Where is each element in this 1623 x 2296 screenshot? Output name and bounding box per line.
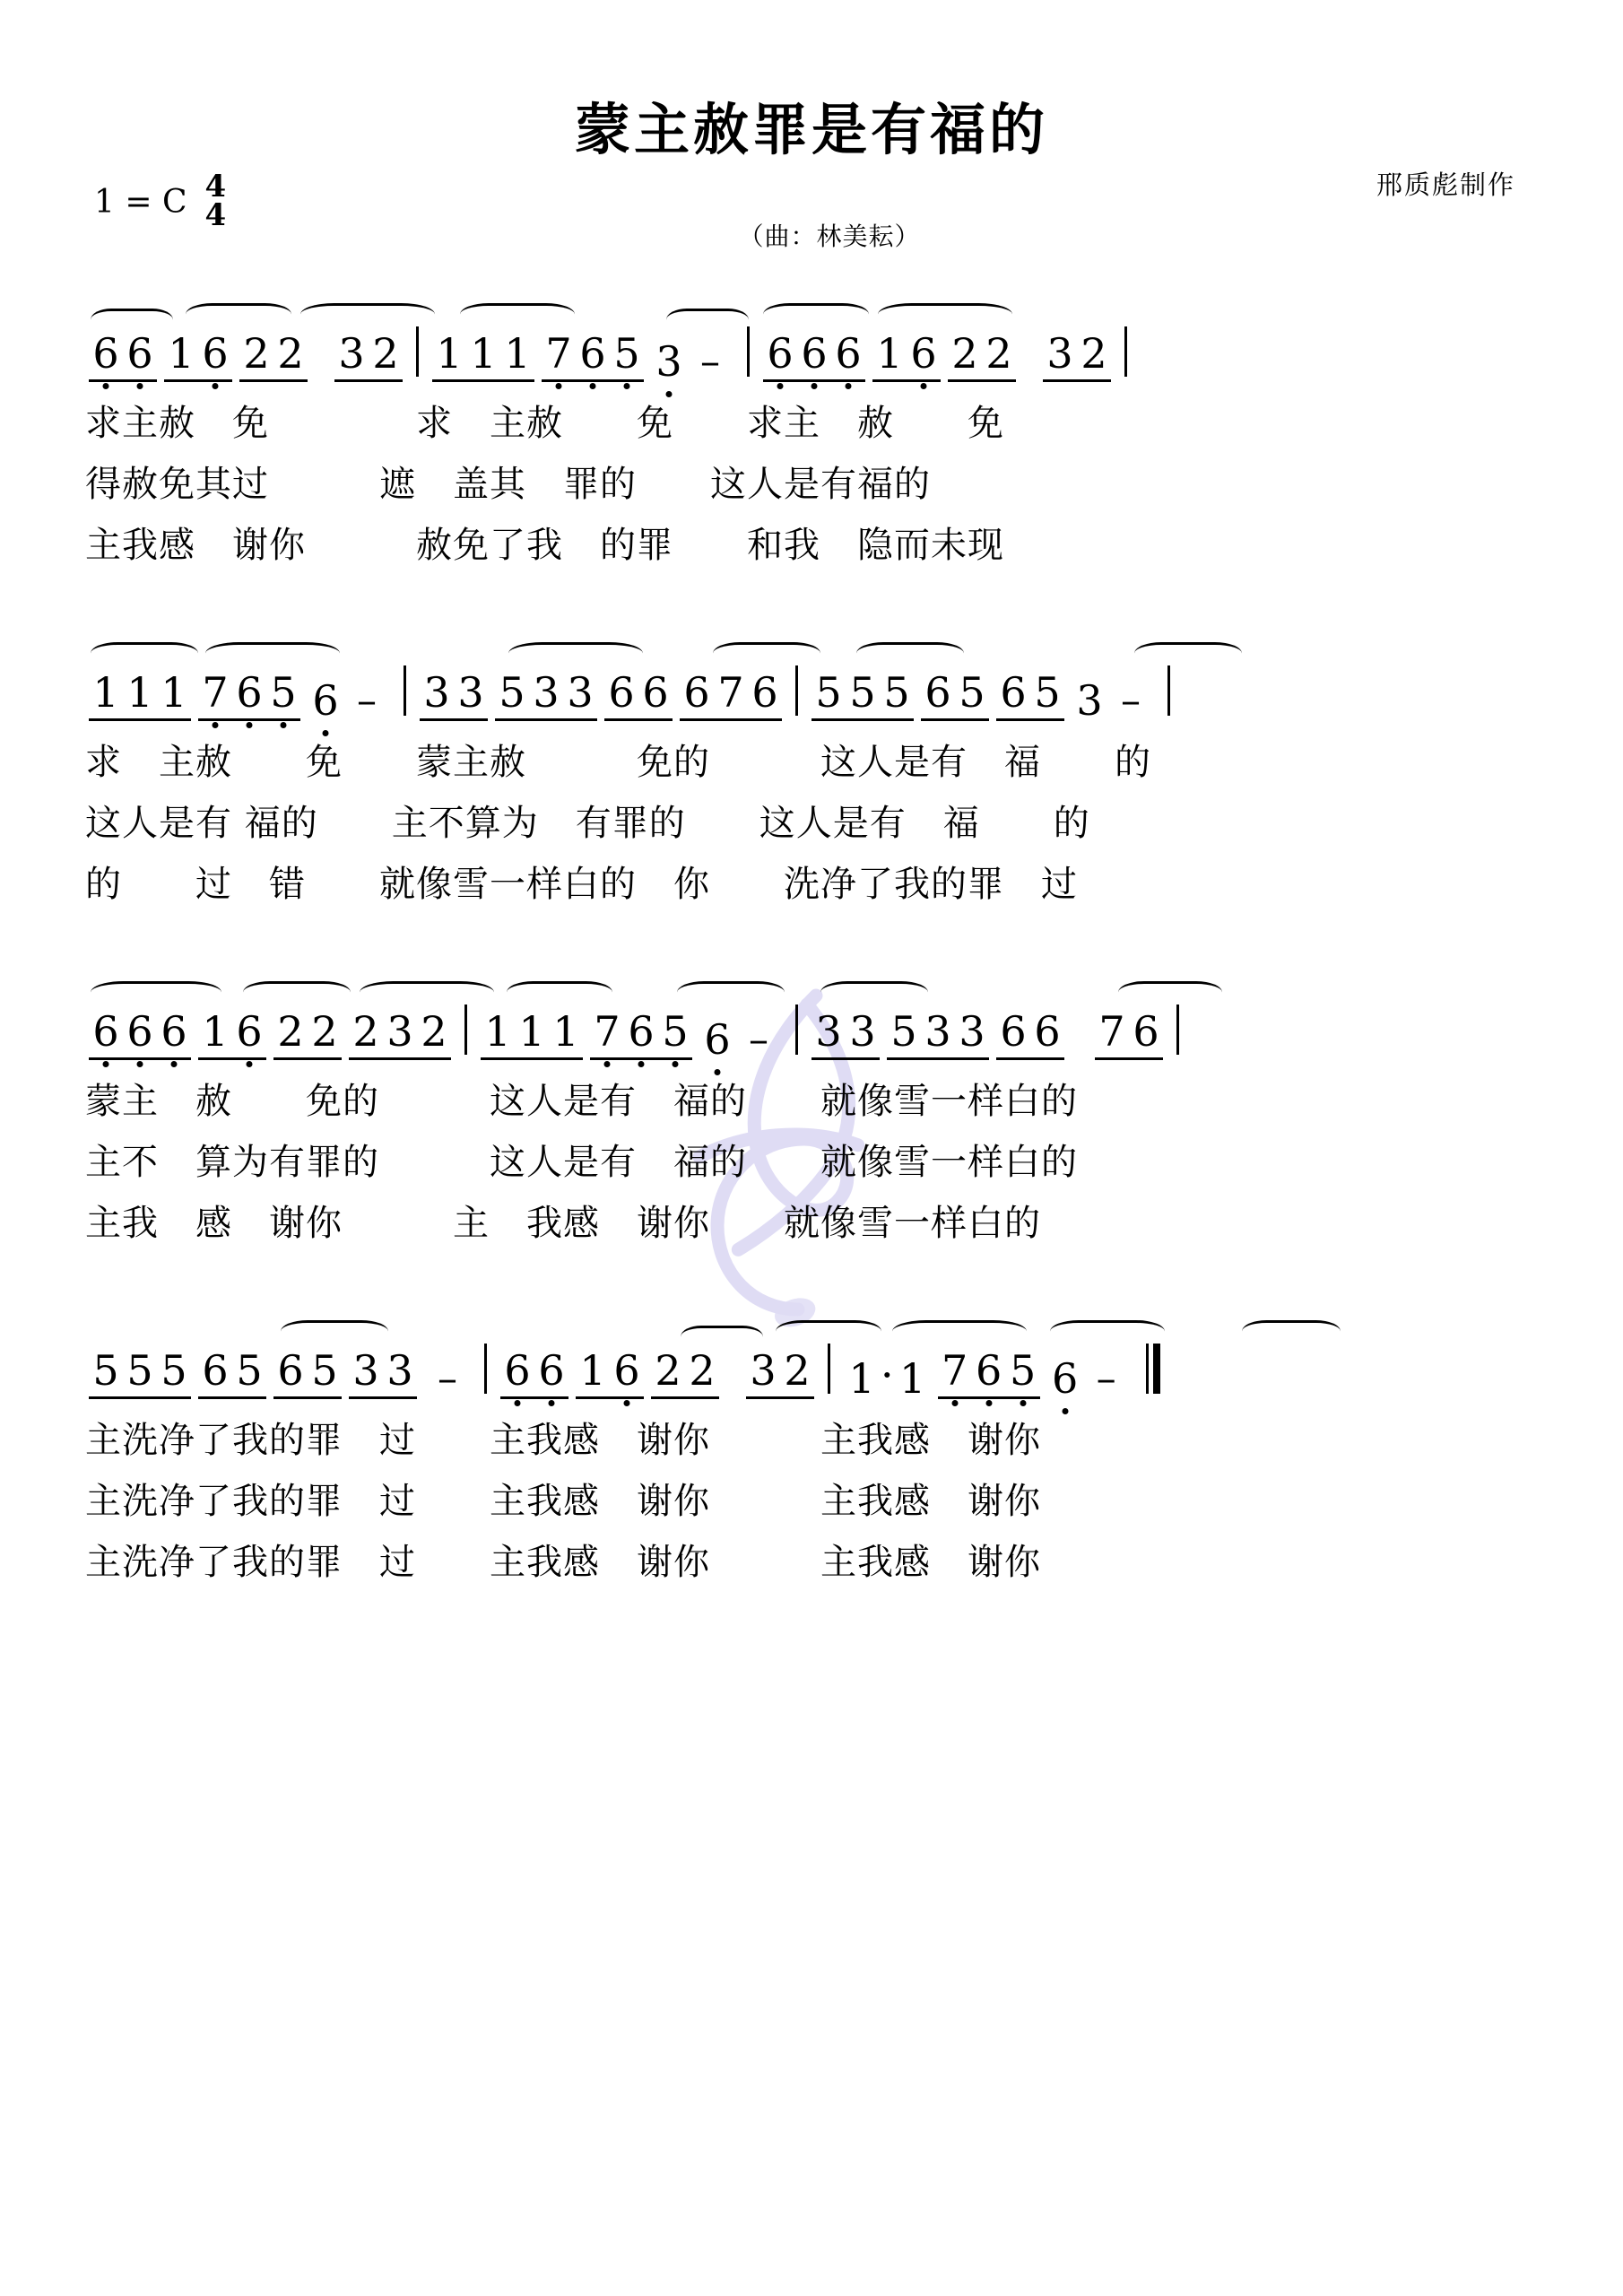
- note-beam: [996, 668, 1064, 721]
- note: 1: [876, 329, 903, 378]
- note-beam: [887, 1007, 989, 1060]
- note-beam: [872, 329, 941, 382]
- lyric-line: 主不 算为有罪的 这人是有 福的 就像雪一样白的: [85, 1141, 1078, 1183]
- note: 2: [311, 1007, 338, 1056]
- slur: [281, 1320, 388, 1343]
- note-beam: [604, 668, 673, 721]
- note: 1: [470, 329, 497, 378]
- lyric-line: 的 过 错 就像雪一样白的 你 洗净了我的罪 过: [85, 863, 1078, 905]
- note: 6: [1133, 1007, 1159, 1056]
- barline: [1167, 665, 1170, 716]
- system-gap: [0, 572, 1623, 639]
- slur: [300, 303, 435, 326]
- measure: [808, 668, 1158, 725]
- lyric-line: 主我感 谢你 赦免了我 的罪 和我 隐而未现: [85, 524, 1004, 566]
- note: 6: [202, 1346, 229, 1395]
- note: 3: [959, 1007, 985, 1056]
- time-sig-top: 4: [204, 169, 227, 204]
- augmentation-dot: ·: [881, 1351, 894, 1399]
- note: 1: [202, 1007, 229, 1056]
- note: 6: [277, 1346, 304, 1395]
- slur: [892, 1320, 1027, 1343]
- slur: [91, 981, 221, 1004]
- lyric-line: 主洗净了我的罪 过 主我感 谢你 主我感 谢你: [85, 1541, 1041, 1583]
- lyric-line: 主洗净了我的罪 过 主我感 谢你 主我感 谢你: [85, 1419, 1041, 1461]
- note: 7: [591, 1011, 623, 1052]
- note: 5: [849, 668, 876, 717]
- note-beam: [349, 1346, 417, 1399]
- note: 2: [243, 329, 270, 378]
- note: 6: [90, 1011, 122, 1052]
- note: 3: [1076, 676, 1103, 725]
- lyric-line: 这人是有 福的 主不算为 有罪的 这人是有 福 的: [85, 802, 1090, 844]
- system-2: [0, 639, 1623, 911]
- note: 3: [567, 668, 594, 717]
- note-beam: [198, 668, 300, 721]
- barline: [828, 1344, 830, 1394]
- note: 6: [309, 680, 342, 721]
- note-beam: [763, 329, 865, 382]
- note: 5: [1034, 668, 1061, 717]
- note: 6: [1000, 668, 1027, 717]
- note: 1: [161, 668, 187, 717]
- slur: [677, 981, 785, 1004]
- note-beam: [812, 1007, 880, 1060]
- measure: [85, 329, 406, 382]
- note: 3: [849, 1007, 876, 1056]
- note-beam: [1043, 329, 1111, 382]
- note-beam: [500, 1346, 568, 1399]
- note-beam: [481, 1007, 583, 1060]
- note: 2: [352, 1007, 379, 1056]
- notation-line-2: [85, 639, 1538, 725]
- note: 2: [951, 329, 978, 378]
- note: 6: [798, 333, 830, 374]
- note-beam: [164, 329, 232, 382]
- note-beam: [938, 1346, 1040, 1399]
- barline: [404, 665, 406, 716]
- note: 2: [655, 1346, 681, 1395]
- note-beam: [420, 668, 488, 721]
- note-beam: [542, 329, 644, 382]
- note-beam: [349, 1007, 451, 1060]
- barline: [747, 326, 750, 377]
- system-1: [0, 300, 1623, 572]
- measure: [477, 1007, 785, 1064]
- note: 3: [653, 341, 685, 382]
- system-gap: [0, 911, 1623, 978]
- lyric-line: 主我 感 谢你 主 我感 谢你 就像雪一样白的: [85, 1202, 1041, 1244]
- slur: [1050, 1320, 1165, 1343]
- note: 5: [611, 333, 643, 374]
- measure: [808, 1007, 1167, 1060]
- note: 6: [924, 668, 951, 717]
- note: 5: [267, 672, 299, 713]
- note-dash: –: [749, 1017, 768, 1063]
- note: 2: [689, 1346, 716, 1395]
- system-3: [0, 978, 1623, 1250]
- note-beam: [89, 668, 191, 721]
- note-group: [844, 1351, 931, 1403]
- note-dash: –: [438, 1356, 457, 1402]
- note-beam: [198, 1007, 266, 1060]
- note-beam: [680, 668, 782, 721]
- slur: [91, 642, 198, 665]
- note: 1: [552, 1007, 579, 1056]
- note: 3: [338, 329, 365, 378]
- slur: [856, 642, 964, 665]
- note: 1: [898, 1354, 926, 1403]
- note: 5: [92, 1346, 119, 1395]
- header-row: [0, 165, 1623, 273]
- note: 6: [625, 1011, 657, 1052]
- note: 3: [352, 1346, 379, 1395]
- note: 5: [890, 1007, 917, 1056]
- note: 2: [985, 329, 1012, 378]
- note-group: [699, 1015, 782, 1064]
- slur: [776, 1320, 881, 1343]
- slur: [205, 642, 340, 665]
- notation-line-1: [85, 300, 1538, 386]
- note: 1: [484, 1007, 511, 1056]
- note-beam: [651, 1346, 719, 1399]
- note-beam: [996, 1007, 1064, 1060]
- note: 7: [717, 668, 744, 717]
- measure: [416, 668, 785, 721]
- measure: [85, 1346, 474, 1402]
- note: 1: [168, 329, 195, 378]
- note: 6: [608, 668, 635, 717]
- slur: [360, 981, 494, 1004]
- note-beam: [576, 1346, 644, 1399]
- note: 5: [126, 1346, 153, 1395]
- note: 2: [277, 1007, 304, 1056]
- measure: [759, 329, 1115, 382]
- note: 2: [421, 1007, 447, 1056]
- note: 5: [815, 668, 842, 717]
- lyric-line: 蒙主 赦 免的 这人是有 福的 就像雪一样白的: [85, 1080, 1078, 1122]
- barline: [795, 665, 798, 716]
- note: 6: [535, 1350, 568, 1391]
- note: 3: [457, 668, 484, 717]
- note-group: [1047, 1354, 1130, 1403]
- note: 5: [659, 1011, 691, 1052]
- note: 6: [701, 1019, 733, 1060]
- note-group: [1072, 676, 1154, 725]
- note: 6: [683, 668, 710, 717]
- note-beam: [921, 668, 989, 721]
- slur: [508, 642, 643, 665]
- note-beam: [273, 1346, 342, 1399]
- note: 3: [423, 668, 450, 717]
- note: 1: [126, 668, 153, 717]
- note: 7: [542, 333, 575, 374]
- composer-credit: （曲：林美耘）: [738, 222, 921, 251]
- note: 6: [233, 672, 265, 713]
- measure: [840, 1346, 1133, 1403]
- slur: [820, 981, 928, 1004]
- note: 1: [436, 329, 463, 378]
- note: 6: [907, 333, 940, 374]
- note: 6: [1000, 1007, 1027, 1056]
- note: 6: [1049, 1358, 1081, 1399]
- note: 1: [848, 1354, 875, 1403]
- note: 6: [90, 333, 122, 374]
- barline: [1176, 1004, 1179, 1055]
- note: 2: [372, 329, 399, 378]
- final-barline-thin: [1146, 1344, 1149, 1394]
- note: 1: [504, 329, 531, 378]
- note: 6: [751, 668, 778, 717]
- note-beam: [812, 668, 914, 721]
- slur: [243, 981, 351, 1004]
- note-beam: [89, 1346, 191, 1399]
- note-beam: [590, 1007, 692, 1060]
- note: 3: [386, 1346, 413, 1395]
- page-title: [0, 0, 1623, 165]
- slur: [460, 303, 575, 326]
- note: 3: [1046, 329, 1073, 378]
- note: 1: [92, 668, 119, 717]
- note-beam: [495, 668, 597, 721]
- lyric-line: 求主赦 免 求 主赦 免 求主 赦 免: [85, 402, 1004, 444]
- note: 1: [579, 1346, 606, 1395]
- note-beam: [198, 1346, 266, 1399]
- key-label: 1 = C: [94, 183, 187, 221]
- note: 3: [924, 1007, 951, 1056]
- note: 7: [939, 1350, 971, 1391]
- note-dash: –: [1121, 678, 1141, 724]
- note: 3: [533, 668, 560, 717]
- note: 6: [124, 1011, 156, 1052]
- barline: [464, 1004, 467, 1055]
- note: 6: [642, 668, 669, 717]
- note: 5: [959, 668, 985, 717]
- note: 2: [277, 329, 304, 378]
- note: 6: [764, 333, 796, 374]
- note: 5: [161, 1346, 187, 1395]
- note-beam: [948, 329, 1016, 382]
- note-beam: [1095, 1007, 1163, 1060]
- note: 6: [501, 1350, 534, 1391]
- note-beam: [432, 329, 534, 382]
- slur: [1134, 642, 1242, 665]
- note: 6: [124, 333, 156, 374]
- barline: [1124, 326, 1127, 377]
- note: 7: [1098, 1007, 1125, 1056]
- note: 2: [784, 1346, 811, 1395]
- note: 6: [832, 333, 864, 374]
- note: 5: [499, 668, 525, 717]
- measure: [85, 668, 394, 725]
- slur: [186, 303, 291, 326]
- lyric-line: 得赦免其过 遮 盖其 罪的 这人是有福的: [85, 463, 931, 505]
- note-beam: [334, 329, 403, 382]
- note-dash: –: [700, 339, 720, 385]
- slur: [713, 642, 820, 665]
- note: 7: [199, 672, 231, 713]
- time-sig-bottom: 4: [204, 197, 227, 234]
- note: 6: [611, 1350, 643, 1391]
- slur: [878, 303, 1012, 326]
- note-group: [424, 1356, 471, 1402]
- note: 3: [386, 1007, 413, 1056]
- note-group: [651, 337, 733, 386]
- measure: [497, 1346, 818, 1399]
- measure: [85, 1007, 455, 1060]
- notation-line-4: [85, 1317, 1538, 1403]
- note-beam: [89, 329, 157, 382]
- slur: [763, 303, 869, 326]
- barline: [795, 1004, 798, 1055]
- arranger-credit: 邢质彪制作: [1376, 170, 1515, 200]
- lyric-line: 求 主赦 免 蒙主赦 免的 这人是有 福 的: [85, 741, 1151, 783]
- system-gap: [0, 1250, 1623, 1317]
- note: 6: [158, 1011, 190, 1052]
- note-beam: [746, 1346, 814, 1399]
- note: 6: [577, 333, 609, 374]
- note: 6: [233, 1011, 265, 1052]
- system-4: [0, 1317, 1623, 1589]
- barline: [484, 1344, 487, 1394]
- note: 5: [883, 668, 910, 717]
- note: 6: [199, 333, 231, 374]
- note: 5: [1007, 1350, 1039, 1391]
- note: 2: [1081, 329, 1107, 378]
- note-dash: –: [1096, 1356, 1116, 1402]
- note: 5: [311, 1346, 338, 1395]
- note: 5: [236, 1346, 263, 1395]
- note-beam: [89, 1007, 191, 1060]
- note-beam: [239, 329, 308, 382]
- barline: [416, 326, 419, 377]
- slur: [666, 309, 749, 331]
- note: 6: [973, 1350, 1005, 1391]
- note-beam: [273, 1007, 342, 1060]
- note: 1: [518, 1007, 545, 1056]
- note-group: [308, 676, 390, 725]
- slur: [91, 309, 173, 331]
- notation-line-3: [85, 978, 1538, 1064]
- final-barline: [1146, 1344, 1160, 1394]
- title-text: 蒙主赦罪是有福的: [574, 97, 1048, 162]
- slur: [507, 981, 612, 1004]
- note-dash: –: [357, 678, 377, 724]
- measure: [429, 329, 737, 386]
- lyric-line: 主洗净了我的罪 过 主我感 谢你 主我感 谢你: [85, 1480, 1041, 1522]
- note: 3: [815, 1007, 842, 1056]
- slur: [681, 1326, 763, 1348]
- final-barline-thick: [1153, 1344, 1160, 1394]
- slur: [1242, 1320, 1341, 1343]
- slur: [1118, 981, 1222, 1004]
- note: 3: [750, 1346, 777, 1395]
- note: 6: [1034, 1007, 1061, 1056]
